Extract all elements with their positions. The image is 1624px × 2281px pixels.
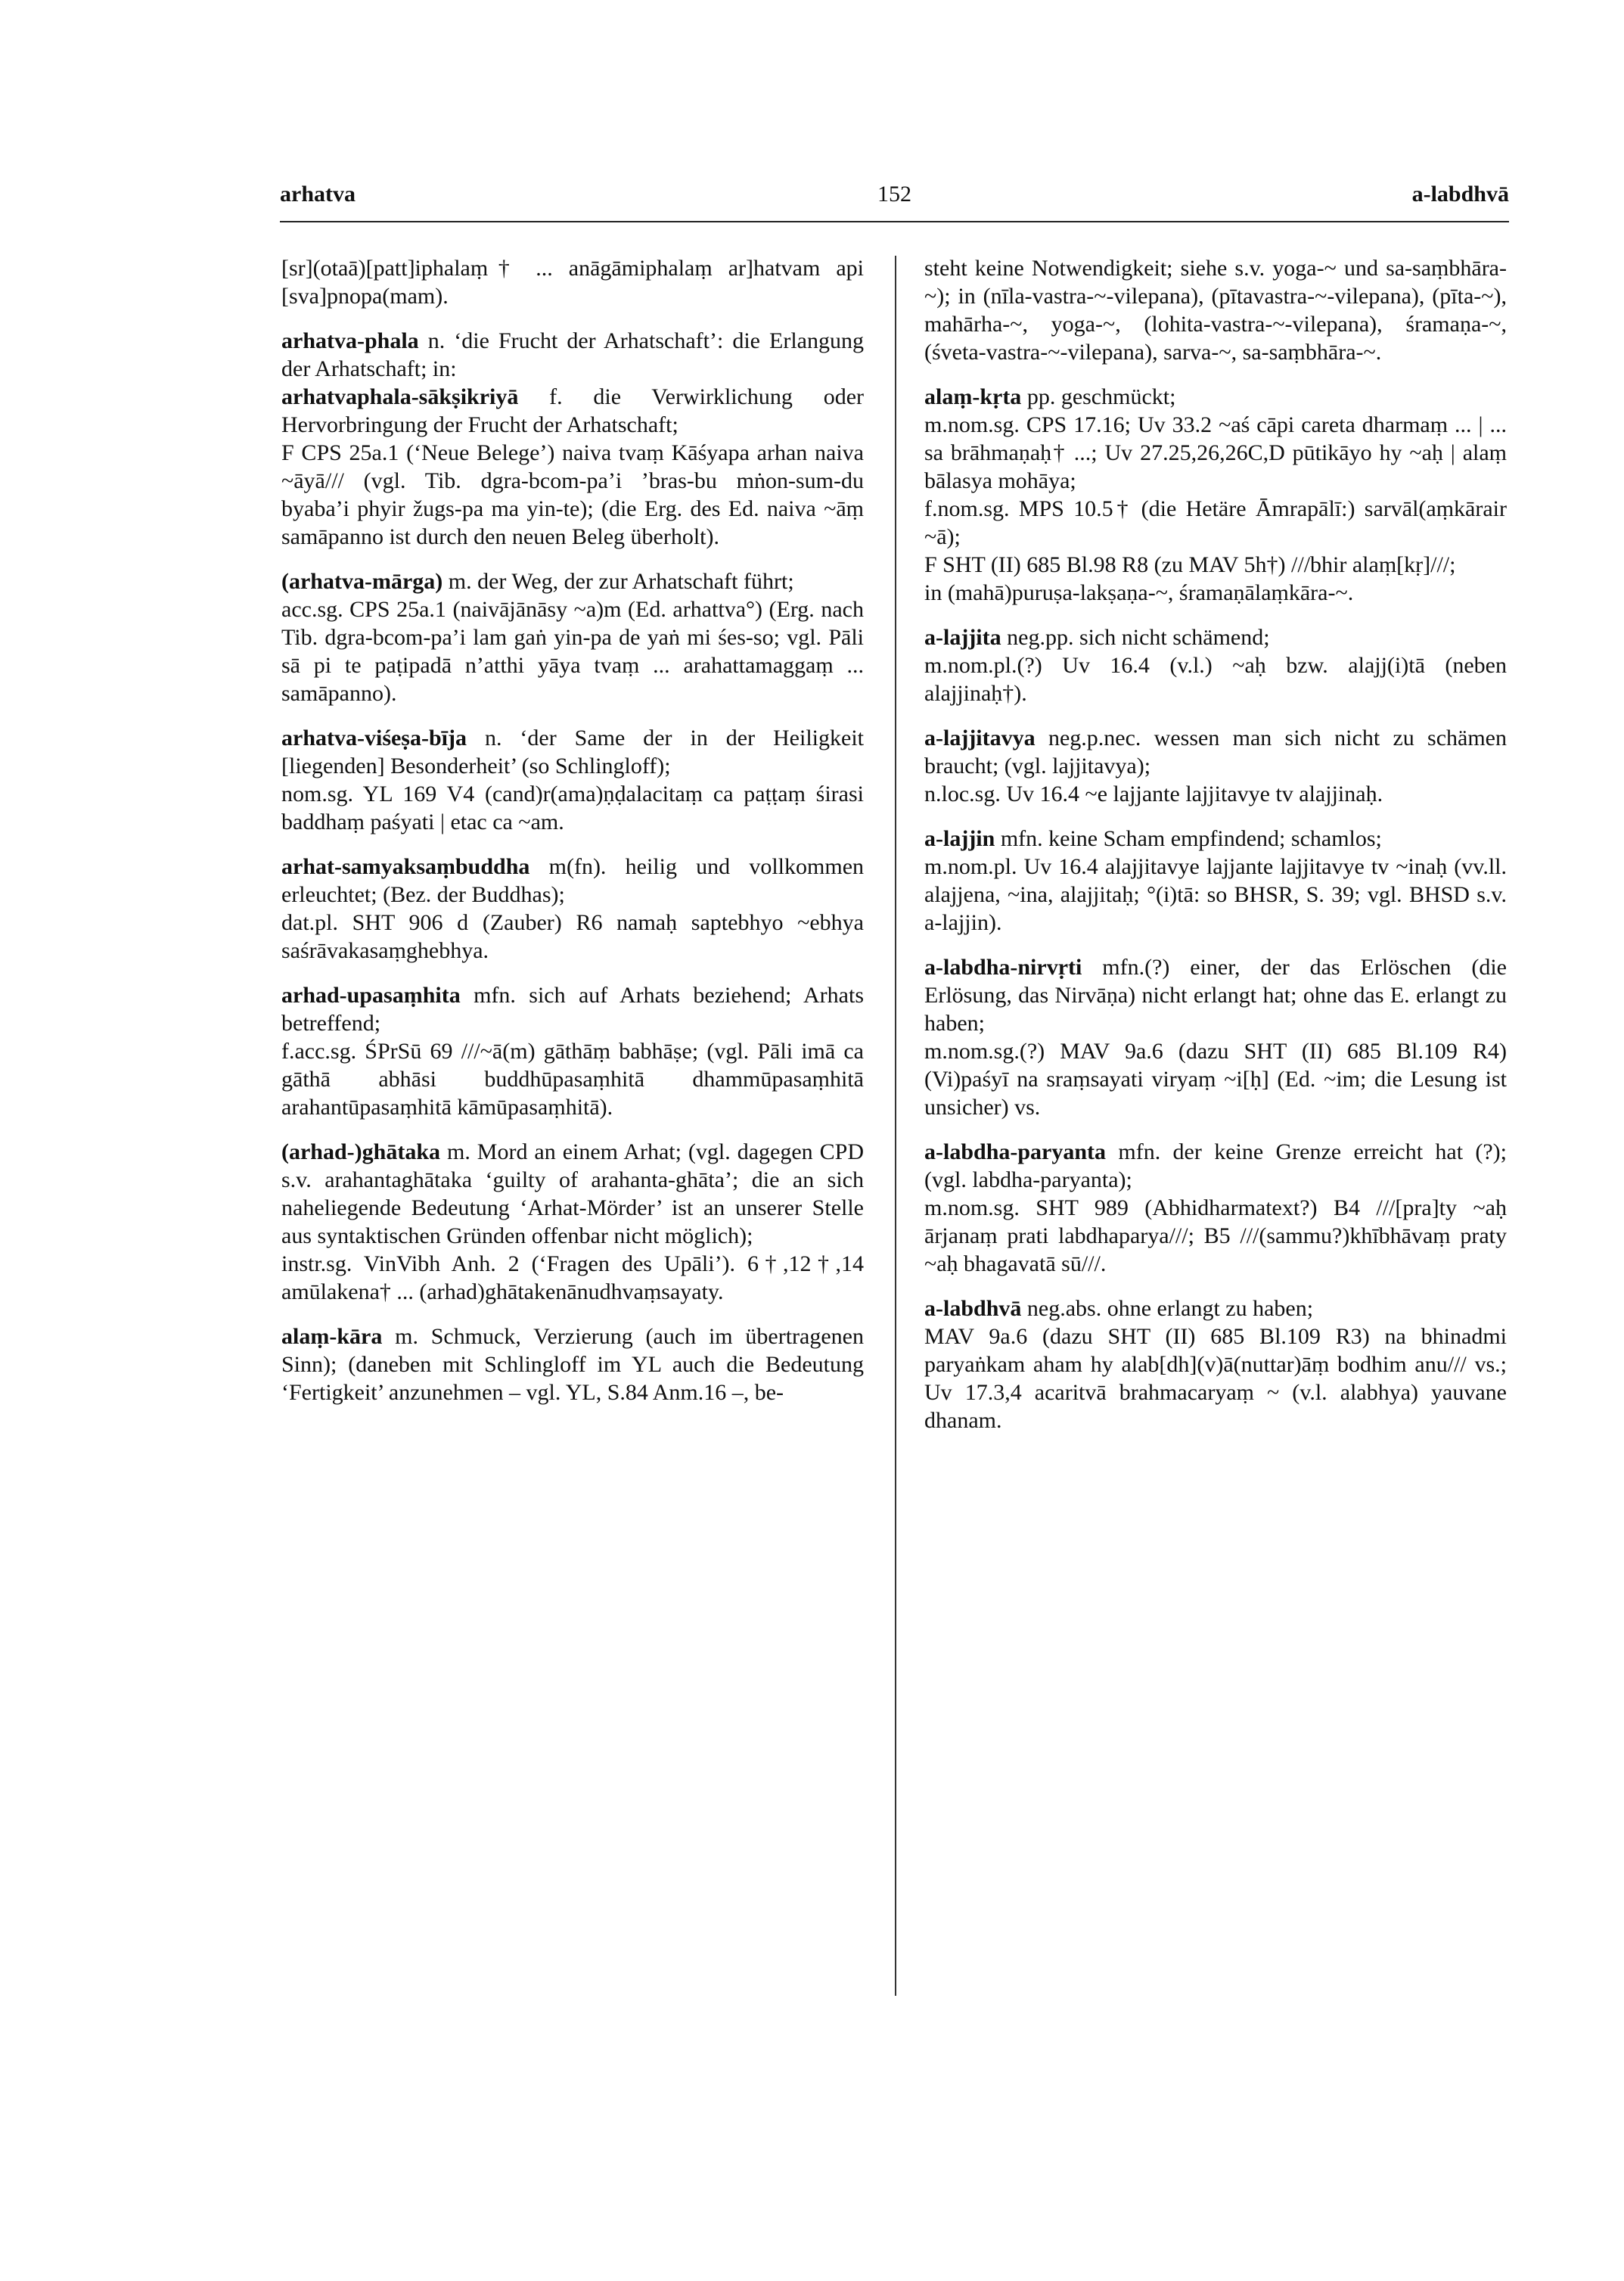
left-entry [281, 439, 864, 551]
header-rule [280, 221, 1509, 222]
left-entry [281, 1250, 864, 1306]
entry-text: m.nom.sg. SHT 989 (Abhidharmatext?) B4 ///[pra]ty ~aḥ ārjanaṃ prati labdhaparya///; B5 ///(sammu?)khībhāvaṃ praty ~aḥ bhagavatā sū///. [924, 1195, 1507, 1276]
entry-text: mfn. sich auf Arhats beziehend; Arhats betreffend; [281, 983, 864, 1036]
entry-text: m.nom.sg.(?) MAV 9a.6 (dazu SHT (II) 685 Bl.109 R4) (Vi)paśyī na sraṃsayati viryaṃ ~i[ḥ] (Ed. ~im; die Lesung ist unsicher) vs. [924, 1039, 1507, 1120]
entry-text: pp. geschmückt; [1026, 384, 1176, 409]
entry-text: m(fn). heilig und vollkommen erleuchtet; (Bez. der Buddhas); [281, 854, 865, 907]
entry-text: mfn.(?) einer, der das Erlöschen (die Erlösung, das Nirvāṇa) nicht erlangt hat; ohne das E. erlangt zu haben; [924, 955, 1508, 1036]
right-entry [924, 1294, 1507, 1322]
entry-text: n. ‘die Frucht der Arhatschaft’: die Erlangung der Arhatschaft; in: [281, 328, 864, 381]
lemma-headword: arhatva-phala [281, 328, 419, 353]
entry-text: mfn. keine Scham empfindend; schamlos; [1000, 826, 1382, 851]
page-number: 152 [877, 182, 911, 207]
entry-text: f.nom.sg. MPS 10.5† (die Hetäre Āmrapālī:) sarvāl(aṃkārair ~ā); [924, 496, 1507, 549]
right-entry [924, 1037, 1507, 1121]
entry-text: m. Mord an einem Arhat; (vgl. dagegen CPD s.v. arahantaghātaka ‘guilty of arahanta-ghāta’; die an sich naheliegende Bedeutung ‘Arhat-Mörder’ ist an unserer Stelle aus syntaktischen Gründen offenbar nicht möglich); [281, 1139, 864, 1248]
left-entry [281, 780, 864, 836]
entry-text: m.nom.pl. Uv 16.4 alajjitavye lajjante lajjitavye tv ~inaḥ (vv.ll. alajjena, ~ina, alajjitaḥ; °(i)tā: so BHSR, S. 39; vgl. BHSD s.v. a-lajjin). [924, 854, 1507, 935]
right-entry [924, 724, 1507, 780]
right-entry [924, 495, 1507, 551]
entry-text: m.nom.sg. CPS 17.16; Uv 33.2 ~aś cāpi careta dharmaṃ ... | ... sa brāhmaṇaḥ† ...; Uv 27.25,26,26C,D pūtikāyo hy ~aḥ | alaṃ bālasya mohāya; [924, 412, 1507, 493]
right-entry [924, 651, 1507, 707]
right-entry [924, 579, 1507, 607]
entry-text: mfn. der keine Grenze erreicht hat (?); (vgl. labdha-paryanta); [924, 1139, 1508, 1192]
entry-text: f.acc.sg. ŚPrSū 69 ///~ā(m) gāthāṃ babhāṣe; (vgl. Pāli imā ca gāthā abhāsi buddhūpasaṃhitā dhammūpasaṃhitā arahantūpasaṃhitā kāmūpasaṃhitā). [281, 1039, 864, 1120]
entry-text: neg.p.nec. wessen man sich nicht zu schämen braucht; (vgl. lajjitavya); [924, 726, 1508, 778]
right-entry [924, 383, 1507, 411]
left-entry [281, 595, 864, 707]
entry-text: n. ‘der Same der in der Heiligkeit [liegenden] Besonderheit’ (so Schlingloff); [281, 726, 864, 778]
left-entry [281, 327, 864, 383]
lemma-headword: alaṃ-kāra [281, 1324, 383, 1349]
lemma-headword: a-labdha-nirvṛti [924, 955, 1082, 980]
entry-text: instr.sg. VinVibh Anh. 2 (‘Fragen des Upāli’). 6†,12†,14 amūlakena† ... (arhad)ghātakenānudhvaṃsayaty. [281, 1251, 864, 1304]
entry-text: F SHT (II) 685 Bl.98 R8 (zu MAV 5h†) ///bhir alaṃ[kṛ]///; [924, 552, 1456, 577]
lemma-headword: a-lajjin [924, 826, 995, 851]
entry-text: m.nom.pl.(?) Uv 16.4 (v.l.) ~aḥ bzw. alajj(i)tā (neben alajjinaḥ†). [924, 653, 1507, 706]
lemma-headword: a-labdha-paryanta [924, 1139, 1107, 1164]
left-entry [281, 383, 864, 439]
running-header [280, 182, 1509, 219]
entry-text: steht keine Notwendigkeit; siehe s.v. yoga-~ und sa-saṃbhāra-~); in (nīla-vastra-~-vilepana), (pītavastra-~-vilepana), (pīta-~), mahārha-~, yoga-~, (lohita-vastra-~-vilepana), śramaṇa-~, (śveta-vastra-~-vilepana), sarva-~, sa-saṃbhāra-~. [924, 256, 1507, 365]
right-entry [924, 853, 1507, 937]
right-entry [924, 1194, 1507, 1278]
left-entry [281, 1037, 864, 1121]
header-left-catchword: arhatva [280, 182, 356, 207]
entry-text: neg.pp. sich nicht schämend; [1007, 625, 1270, 650]
right-entry [924, 623, 1507, 651]
left-column [281, 254, 864, 1406]
right-entry [924, 1322, 1507, 1434]
entry-text: MAV 9a.6 (dazu SHT (II) 685 Bl.109 R3) na bhinadmi paryaṅkam aham hy alab[dh](v)ā(nuttar)āṃ bodhim anu/// vs.; Uv 17.3,4 acaritvā brahmacaryaṃ ~ (v.l. alabhya) yauvane dhanam. [924, 1324, 1507, 1433]
lemma-headword: a-lajjita [924, 625, 1001, 650]
header-right-catchword: a-labdhvā [1411, 182, 1509, 207]
lemma-headword: arhatvaphala-sākṣikriyā [281, 384, 519, 409]
entry-text: n.loc.sg. Uv 16.4 ~e lajjante lajjitavye tv alajjinaḥ. [924, 782, 1383, 806]
lemma-headword: a-lajjitavya [924, 726, 1036, 750]
right-entry [924, 953, 1507, 1037]
entry-text: [sr](otaā)[patt]iphalaṃ† ... anāgāmiphalaṃ ar]hatvam api [sva]pnopa(mam). [281, 256, 864, 309]
column-divider [895, 256, 896, 1996]
lemma-headword: arhatva-viśeṣa-bīja [281, 726, 467, 750]
right-entry [924, 1138, 1507, 1194]
left-entry [281, 567, 864, 595]
left-entry [281, 909, 864, 965]
entry-text: acc.sg. CPS 25a.1 (naivājānāsy ~a)m (Ed. arhattva°) (Erg. nach Tib. dgra-bcom-pa’i lam gaṅ yin-pa de yaṅ mi śes-so; vgl. Pāli sā pi te paṭipadā n’atthi yāya tvaṃ ... arahattamaggaṃ ... samāpanno). [281, 597, 864, 706]
entry-text: nom.sg. YL 169 V4 (cand)r(ama)ṇḍalacitaṃ ca paṭṭaṃ śirasi baddhaṃ paśyati | etac ca ~am. [281, 782, 864, 834]
left-entry [281, 254, 864, 310]
entry-text: f. die Verwirklichung oder Hervorbringung der Frucht der Arhatschaft; [281, 384, 865, 437]
lemma-headword: a-labdhvā [924, 1296, 1022, 1321]
left-entry [281, 981, 864, 1037]
left-entry [281, 1138, 864, 1250]
left-entry [281, 724, 864, 780]
lemma-headword: arhat-samyaksaṃbuddha [281, 854, 530, 879]
lemma-headword: alaṃ-kṛta [924, 384, 1022, 409]
entry-text: F CPS 25a.1 (‘Neue Belege’) naiva tvaṃ Kāśyapa arhan naiva ~āyā/// (vgl. Tib. dgra-bcom-pa’i ’bras-bu mṅon-sum-du byaba’i phyir žugs-pa ma yin-te); (die Erg. des Ed. naiva ~āṃ samāpanno ist durch den neuen Beleg überholt). [281, 440, 864, 549]
right-entry [924, 825, 1507, 853]
entry-text: m. Schmuck, Verzierung (auch im übertragenen Sinn); (daneben mit Schlingloff im YL auch die Bedeutung ‘Fertigkeit’ anzunehmen – vgl. YL, S.84 Anm.16 –, be- [281, 1324, 864, 1405]
lemma-headword: (arhad-)ghātaka [281, 1139, 441, 1164]
lemma-headword: arhad-upasaṃhita [281, 983, 461, 1008]
entry-text: in (mahā)puruṣa-lakṣaṇa-~, śramaṇālaṃkāra-~. [924, 580, 1354, 605]
lemma-headword: (arhatva-mārga) [281, 569, 443, 594]
right-entry [924, 411, 1507, 495]
entry-text: neg.abs. ohne erlangt zu haben; [1026, 1296, 1314, 1321]
entry-text: m. der Weg, der zur Arhatschaft führt; [448, 569, 794, 594]
right-column [924, 254, 1507, 1434]
right-entry [924, 780, 1507, 808]
entry-text: dat.pl. SHT 906 d (Zauber) R6 namaḥ saptebhyo ~ebhya saśrāvakasaṃghebhya. [281, 910, 864, 963]
right-entry [924, 551, 1507, 579]
left-entry [281, 853, 864, 909]
left-entry [281, 1322, 864, 1406]
right-entry [924, 254, 1507, 366]
